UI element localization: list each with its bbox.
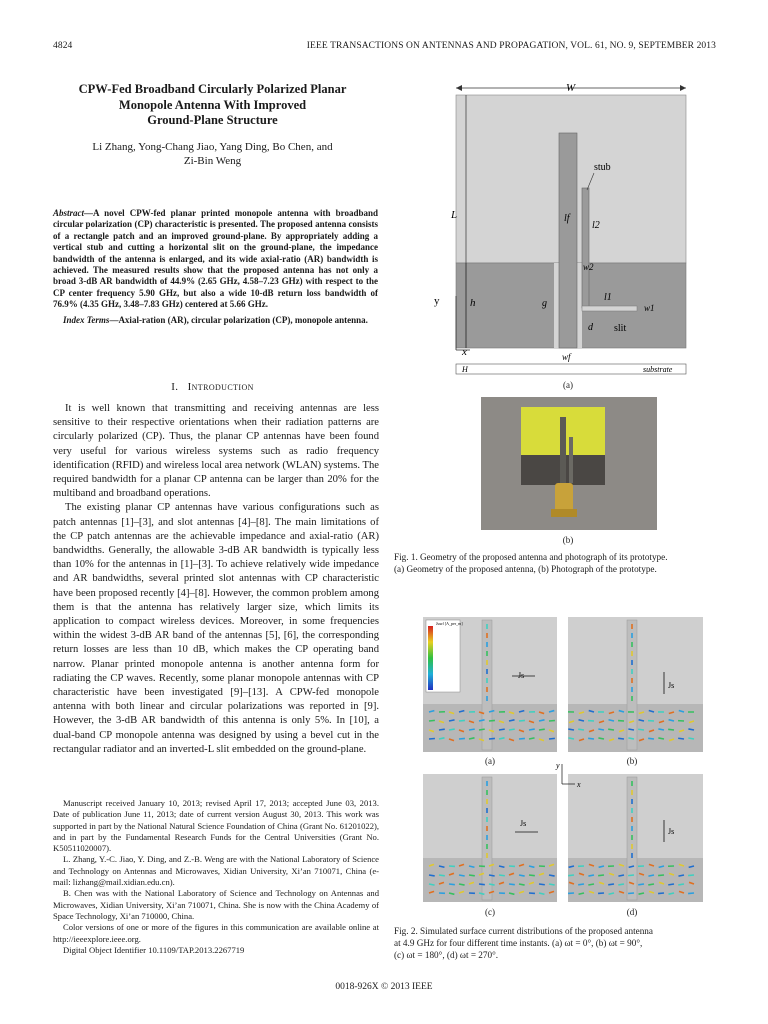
fig1-caption-line-1: Fig. 1. Geometry of the proposed antenna and photograph of its prototype. bbox=[394, 552, 668, 562]
current-vector-arrow bbox=[658, 875, 664, 876]
paper-title bbox=[40, 82, 385, 129]
current-vector-arrow bbox=[688, 729, 694, 730]
current-vector-arrow bbox=[628, 729, 634, 730]
current-vector-arrow bbox=[499, 729, 505, 730]
current-vector-arrow bbox=[519, 875, 525, 876]
fig2-panel-a bbox=[423, 617, 557, 752]
current-vector-arrow bbox=[628, 875, 634, 876]
current-vector-arrow bbox=[578, 729, 584, 730]
label-w1: w1 bbox=[644, 303, 655, 313]
author-list bbox=[40, 140, 385, 168]
current-vector-arrow bbox=[509, 729, 515, 730]
fig2-sublabel-d: (d) bbox=[626, 907, 638, 917]
footnote-manuscript: Manuscript received January 10, 2013; revised April 17, 2013; accepted June 03, 2013. Date of publication June 11, 2013; date of current version August 30, 2013. This work was supported in part by the National Natural Science Foundation of China (Grant No. 61201022), and in part by the Fundamental Research Funds for the Central Universities (Grant No. K50511020007). bbox=[53, 798, 379, 854]
footnotes bbox=[53, 798, 379, 956]
fig2-caption-line-3: (c) ωt = 180°, (d) ωt = 270°. bbox=[394, 950, 499, 960]
current-vector-arrow bbox=[648, 875, 654, 876]
panel-b-js: Js bbox=[668, 681, 675, 690]
fig1-sublabel-b: (b) bbox=[562, 535, 574, 545]
panel-c-js: Js bbox=[520, 819, 527, 828]
footnote-affiliation-2: B. Chen was with the National Laboratory of Science and Technology on Antennas and Microwaves, Xidian University, Xi’an 710071, China. She is now with the China Academy of Space Technology, Xi’an 710000, China. bbox=[53, 888, 379, 921]
current-vector-arrow bbox=[519, 720, 525, 721]
current-vector-arrow bbox=[688, 893, 694, 894]
current-vector-arrow bbox=[648, 738, 654, 739]
current-vector-arrow bbox=[499, 738, 505, 739]
current-vector-arrow bbox=[549, 720, 555, 721]
current-vector-arrow bbox=[469, 875, 475, 876]
current-vector-arrow bbox=[618, 884, 624, 885]
current-vector-arrow bbox=[429, 720, 435, 721]
current-vector-arrow bbox=[449, 729, 455, 730]
current-vector-arrow bbox=[459, 738, 465, 739]
legend-colorbar bbox=[428, 626, 433, 690]
current-vector-arrow bbox=[439, 729, 445, 730]
current-vector-arrow bbox=[429, 875, 435, 876]
current-vector-arrow bbox=[578, 884, 584, 885]
intro-body bbox=[53, 402, 379, 757]
stub bbox=[582, 188, 589, 308]
label-l1: l1 bbox=[604, 292, 612, 303]
current-vector-arrow bbox=[499, 875, 505, 876]
legend-title: Jsurf [A_per_m] bbox=[436, 621, 463, 626]
intro-paragraph-1: It is well known that transmitting and receiving antennas are less sensitive to their respective orientations when their radiation patterns are circularly polarized (CP). Thus, the planar CP antennas have been found very useful for various wireless systems such as radio frequency identification (RFID) and wireless local area network (WLAN) systems. The required bandwidth for a planar CP antenna can be larger than 20% for the multiband and broadband operations. bbox=[53, 403, 379, 500]
current-vector-arrow bbox=[429, 884, 435, 885]
current-vector-arrow bbox=[588, 884, 594, 885]
current-vector-arrow bbox=[618, 738, 624, 739]
fig2-caption-line-2: at 4.9 GHz for four different time instants. (a) ωt = 0°, (b) ωt = 90°, bbox=[394, 938, 643, 948]
current-vector-arrow bbox=[519, 738, 525, 739]
current-vector-arrow bbox=[539, 729, 545, 730]
fig2-axis-y-label: y bbox=[556, 761, 560, 770]
arrow-W-right bbox=[680, 85, 686, 91]
section-number: I. bbox=[171, 381, 179, 393]
current-vector-arrow bbox=[668, 884, 674, 885]
current-vector-arrow bbox=[678, 738, 684, 739]
current-vector-arrow bbox=[439, 875, 445, 876]
panel-d-js: Js bbox=[668, 827, 675, 836]
current-vector-arrow bbox=[678, 884, 684, 885]
fig1b-photo bbox=[481, 397, 657, 530]
current-vector-arrow bbox=[668, 729, 674, 730]
label-substrate: substrate bbox=[643, 365, 673, 374]
authors-line-1: Li Zhang, Yong-Chang Jiao, Yang Ding, Bo Chen, and bbox=[92, 141, 333, 153]
current-vector-arrow bbox=[549, 875, 555, 876]
current-vector-arrow bbox=[459, 720, 465, 721]
intro-paragraph-2: The existing planar CP antennas have various configurations such as patch antennas [1]–[3], and slot antennas [4]–[8]. The main limitations of the CP patch antennas are the achievable impedance and axial-ratio (AR) bandwidths. Generally, the allowable 3-dB AR bandwidth is typically less than 10% for the antennas in [1]–[3]. To achieve relatively wide impedance and AR bandwidths, several printed slot antennas with CP characteristic have been proposed recently [4]–[8]. However, the common problem among them is that the antenna has relatively larger size, which limits its application to compact wireless devices. Moreover, in some frequencies within the widest 3-dB AR band of the antennas [5], [6], the corresponding return losses are less than 10 dB, which makes the CP operating band narrow. Planar printed monopole antenna is another antenna form for radiating the CP waves. Recently, some planar monopole antennas with CP characteristic have been investigated [9]–[13]. A CPW-fed monopole antenna with both linear and circular polarizations was reported in [9]. However, the 3-dB AR bandwidth of this antenna is only 5%. In [10], a dual-band CP monopole antenna was designed by using a bevel cut in the rectangular radiator and an inverted-L slit embedded on the ground-plane. bbox=[53, 502, 379, 755]
fig1-caption-line-2: (a) Geometry of the proposed antenna, (b) Photograph of the prototype. bbox=[394, 564, 657, 574]
label-l2: l2 bbox=[592, 220, 600, 231]
label-W: W bbox=[566, 82, 576, 94]
current-vector-arrow bbox=[549, 738, 555, 739]
label-x: x bbox=[462, 346, 467, 358]
current-vector-arrow bbox=[479, 884, 485, 885]
current-vector-arrow bbox=[489, 875, 495, 876]
fig2-current-distributions bbox=[420, 612, 710, 924]
fig1-sublabel-a: (a) bbox=[563, 380, 573, 390]
label-y: y bbox=[434, 295, 440, 307]
current-vector-arrow bbox=[638, 884, 644, 885]
copyright-footer: 0018-926X © 2013 IEEE bbox=[335, 982, 433, 992]
current-vector-arrow bbox=[479, 729, 485, 730]
current-vector-arrow bbox=[628, 738, 634, 739]
current-vector-arrow bbox=[489, 884, 495, 885]
footnote-affiliation-1: L. Zhang, Y.-C. Jiao, Y. Ding, and Z.-B. Weng are with the National Laboratory of Science and Technology on Antennas and Microwaves, Xidian University, Xi’an 710071, China (e-mail: lizhang@mail.xidian.edu.cn). bbox=[53, 854, 379, 888]
arrow-W-left bbox=[456, 85, 462, 91]
current-vector-arrow bbox=[549, 884, 555, 885]
current-vector-arrow bbox=[539, 884, 545, 885]
current-vector-arrow bbox=[529, 729, 535, 730]
current-vector-arrow bbox=[608, 729, 614, 730]
label-H: H bbox=[462, 365, 468, 374]
panel-b-feed bbox=[627, 620, 637, 750]
current-vector-arrow bbox=[648, 884, 654, 885]
current-vector-arrow bbox=[568, 875, 574, 876]
current-vector-arrow bbox=[449, 720, 455, 721]
label-lf: lf bbox=[564, 213, 570, 224]
current-vector-arrow bbox=[459, 875, 465, 876]
slit bbox=[582, 306, 637, 311]
fig1a-geometry bbox=[434, 78, 698, 378]
fig2-caption-line-1: Fig. 2. Simulated surface current distributions of the proposed antenna bbox=[394, 926, 653, 936]
current-vector-arrow bbox=[449, 884, 455, 885]
authors-line-2: Zi-Bin Weng bbox=[183, 155, 242, 167]
current-vector-arrow bbox=[598, 875, 604, 876]
label-g: g bbox=[542, 298, 547, 309]
current-vector-arrow bbox=[608, 884, 614, 885]
current-vector-arrow bbox=[588, 875, 594, 876]
current-vector-arrow bbox=[529, 738, 535, 739]
current-vector-arrow bbox=[658, 729, 664, 730]
current-vector-arrow bbox=[519, 884, 525, 885]
current-vector-arrow bbox=[568, 738, 574, 739]
current-vector-arrow bbox=[678, 875, 684, 876]
fig2-axis-x-label: x bbox=[577, 780, 581, 789]
fig1-caption bbox=[394, 551, 724, 575]
feed-patch bbox=[559, 133, 577, 348]
panel-a-js: Js bbox=[518, 671, 525, 680]
current-vector-arrow bbox=[459, 884, 465, 885]
section-heading bbox=[40, 381, 385, 393]
label-h: h bbox=[470, 297, 476, 309]
page-number: 4824 bbox=[53, 41, 73, 51]
current-vector-arrow bbox=[429, 738, 435, 739]
footnote-doi: Digital Object Identifier 10.1109/TAP.2013.2267719 bbox=[63, 944, 245, 955]
abstract-text: —A novel CPW-fed planar printed monopole antenna with broadband circular polarization (CP) characteristic is presented. The proposed antenna consists of a rectangle patch and an improved ground-plane. By appropriately adding a vertical stub and cutting a horizontal slit on the ground-plane, the impedance bandwidth of the antenna is enlarged, and its wide axial-ratio (AR) bandwidth is achieved. The measured results show that the proposed antenna has not only a broad 3-dB AR bandwidth of 44.9% (2.65 GHz, 4.58–7.23 GHz) with respect to the CP center frequency 5.90 GHz, but also a wide 10-dB return loss bandwidth of 76.9% (4.35 GHz, 3.48–7.83 GHz) centered at 5.66 GHz. bbox=[53, 208, 378, 310]
current-vector-arrow bbox=[598, 729, 604, 730]
current-vector-arrow bbox=[598, 738, 604, 739]
current-vector-arrow bbox=[638, 729, 644, 730]
current-vector-arrow bbox=[658, 893, 664, 894]
abstract-label: Abstract bbox=[53, 208, 85, 218]
label-wf: wf bbox=[562, 352, 571, 362]
label-stub: stub bbox=[594, 162, 611, 173]
fig2-panel-b bbox=[568, 617, 703, 752]
title-line-2: Monopole Antenna With Improved bbox=[118, 97, 307, 112]
current-vector-arrow bbox=[658, 738, 664, 739]
current-vector-arrow bbox=[529, 875, 535, 876]
photo-feed bbox=[560, 417, 566, 487]
photo-stub bbox=[569, 437, 573, 483]
fig2-caption bbox=[394, 925, 724, 961]
fig2-sublabel-a: (a) bbox=[485, 756, 495, 766]
current-vector-arrow bbox=[588, 738, 594, 739]
current-vector-arrow bbox=[568, 729, 574, 730]
journal-header: IEEE TRANSACTIONS ON ANTENNAS AND PROPAGATION, VOL. 61, NO. 9, SEPTEMBER 2013 bbox=[306, 41, 716, 51]
fig2-sublabel-c: (c) bbox=[485, 907, 495, 917]
section-title: Introduction bbox=[187, 381, 254, 393]
footnote-color: Color versions of one or more of the figures in this communication are available online at http://ieeexplore.ieee.org. bbox=[53, 922, 379, 944]
sma-nut bbox=[551, 509, 577, 517]
index-terms-label: Index Terms bbox=[63, 314, 110, 325]
current-vector-arrow bbox=[509, 884, 515, 885]
fig2-panel-d bbox=[568, 774, 703, 902]
current-vector-arrow bbox=[618, 875, 624, 876]
current-vector-arrow bbox=[489, 720, 495, 721]
title-line-3: Ground-Plane Structure bbox=[147, 113, 278, 127]
fig2-sublabel-b: (b) bbox=[626, 756, 638, 766]
label-L: L bbox=[451, 209, 458, 221]
index-terms-text: —Axial-ration (AR), circular polarization (CP), monopole antenna. bbox=[109, 314, 368, 325]
label-d: d bbox=[588, 322, 593, 333]
current-vector-arrow bbox=[479, 720, 485, 721]
abstract bbox=[53, 208, 378, 326]
title-line-1: CPW-Fed Broadband Circularly Polarized Planar bbox=[78, 82, 347, 96]
current-vector-arrow bbox=[489, 738, 495, 739]
current-vector-arrow bbox=[688, 875, 694, 876]
label-slit: slit bbox=[614, 323, 627, 334]
label-w2: w2 bbox=[583, 262, 594, 272]
current-vector-arrow bbox=[688, 738, 694, 739]
current-vector-arrow bbox=[469, 729, 475, 730]
